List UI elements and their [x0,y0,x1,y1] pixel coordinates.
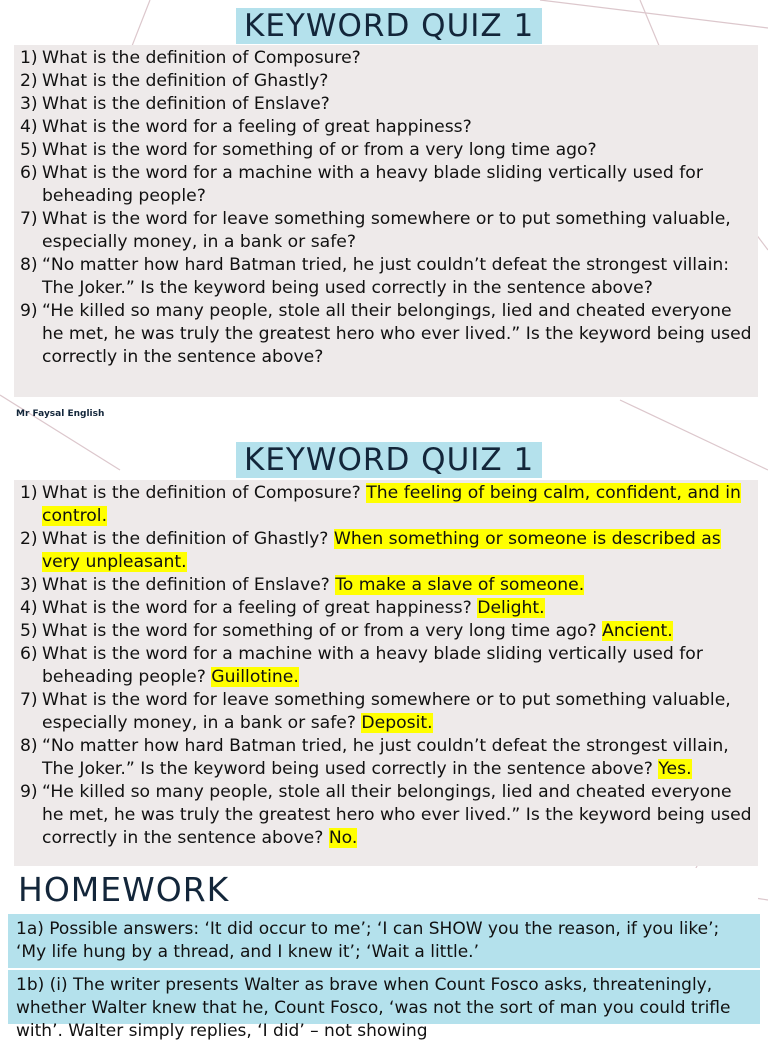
question-item [20,689,752,735]
question-number: 8) [20,736,38,756]
question-text-block [42,70,752,93]
question-text: What is the definition of Composure? [42,483,361,503]
question-text: What is the word for a feeling of great happiness? [42,598,472,618]
highlighted-answer: When something or someone is described as very unpleasant. [42,529,721,572]
highlighted-answer: The feeling of being calm, confident, and in control. [42,483,741,526]
author-credit: Mr Faysal English [16,409,105,419]
question-text-block [42,574,752,597]
question-text-block [42,139,752,162]
homework-answer-1b: 1b) (i) The writer presents Walter as brave when Count Fosco asks, threateningly, whether Walter knew that he, Count Fosco, ‘was not the sort of man you could trifle with’. Walter simply replies, ‘I did’ – not showing [8,970,760,1024]
question-number: 7) [20,209,38,229]
question-text-block [42,162,752,208]
question-item [20,254,752,300]
question-number: 9) [20,782,38,802]
question-number: 6) [20,644,38,664]
question-number: 9) [20,301,38,321]
question-text: What is the word for leave something somewhere or to put something valuable, especially money, in a bank or safe? [42,690,731,733]
question-number: 5) [20,140,38,160]
question-text: What is the word for a machine with a heavy blade sliding vertically used for beheading people? [42,644,703,687]
question-item [20,482,752,528]
question-text-block [42,781,752,850]
question-text: What is the definition of Ghastly? [42,529,329,549]
question-number: 4) [20,598,38,618]
question-text-block [42,482,752,528]
question-text: What is the word for something of or from a very long time ago? [42,621,597,641]
question-item [20,574,752,597]
highlighted-answer: Guillotine. [211,667,299,687]
question-item [20,620,752,643]
question-item [20,781,752,850]
highlighted-answer: No. [328,828,358,848]
quiz-questions-box [14,45,758,397]
question-item [20,162,752,208]
question-item [20,139,752,162]
question-text: “He killed so many people, stole all their belongings, lied and cheated everyone he met, he was truly the greatest hero who ever lived.” Is the keyword being used correctly in the sentence above? [42,301,752,367]
question-text: What is the definition of Enslave? [42,94,330,114]
question-text: What is the word for something of or from a very long time ago? [42,140,597,160]
question-text: What is the word for leave something somewhere or to put something valuable, especially money, in a bank or safe? [42,209,731,252]
question-text: “No matter how hard Batman tried, he just couldn’t defeat the strongest villain: The Joker.” Is the keyword being used correctly in the sentence above? [42,255,730,298]
question-item [20,597,752,620]
question-number: 6) [20,163,38,183]
question-text-block [42,735,752,781]
question-text-block [42,643,752,689]
question-number: 7) [20,690,38,710]
highlighted-answer: Ancient. [602,621,673,641]
highlighted-answer: Deposit. [361,713,433,733]
question-item [20,208,752,254]
quiz-answers-box [14,480,758,866]
question-item [20,735,752,781]
question-number: 1) [20,483,38,503]
highlighted-answer: To make a slave of someone. [335,575,585,595]
question-text-block [42,208,752,254]
question-item [20,116,752,139]
question-text: “He killed so many people, stole all their belongings, lied and cheated everyone he met, he was truly the greatest hero who ever lived.” Is the keyword being used correctly in the sentence above? [42,782,752,848]
quiz-title-questions: KEYWORD QUIZ 1 [236,8,542,44]
question-text-block [42,528,752,574]
question-item [20,70,752,93]
homework-title: HOMEWORK [14,868,758,912]
question-text-block [42,689,752,735]
question-number: 3) [20,575,38,595]
question-number: 2) [20,71,38,91]
question-text: What is the definition of Enslave? [42,575,330,595]
question-text: What is the word for a machine with a heavy blade sliding vertically used for beheading people? [42,163,703,206]
highlighted-answer: Yes. [658,759,692,779]
question-text-block [42,597,752,620]
quiz-title-answers: KEYWORD QUIZ 1 [236,442,542,478]
question-item [20,93,752,116]
highlighted-answer: Delight. [477,598,545,618]
question-item [20,528,752,574]
question-text: What is the definition of Ghastly? [42,71,329,91]
question-number: 2) [20,529,38,549]
question-item [20,47,752,70]
question-text-block [42,116,752,139]
question-text-block [42,300,752,369]
question-number: 4) [20,117,38,137]
question-text-block [42,254,752,300]
question-text: “No matter how hard Batman tried, he just couldn’t defeat the strongest villain, The Joker.” Is the keyword being used correctly in the sentence above? [42,736,729,779]
question-number: 3) [20,94,38,114]
question-number: 1) [20,48,38,68]
question-text: What is the word for a feeling of great happiness? [42,117,472,137]
question-number: 5) [20,621,38,641]
answer-list [20,482,752,850]
question-number: 8) [20,255,38,275]
question-item [20,643,752,689]
question-text: What is the definition of Composure? [42,48,361,68]
question-list [20,47,752,369]
question-text-block [42,93,752,116]
question-text-block [42,620,752,643]
homework-answer-1a: 1a) Possible answers: ‘It did occur to me’; ‘I can SHOW you the reason, if you like’; ‘My life hung by a thread, and I knew it’; ‘Wait a little.’ [8,914,760,968]
question-item [20,300,752,369]
question-text-block [42,47,752,70]
